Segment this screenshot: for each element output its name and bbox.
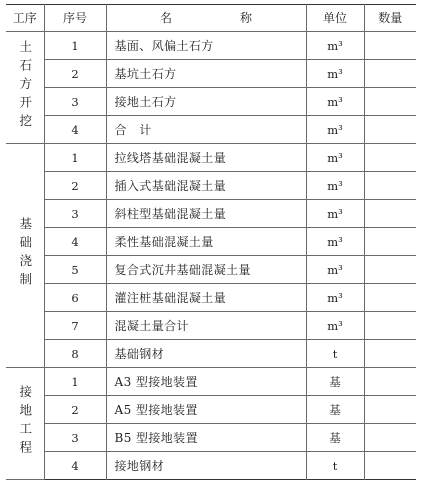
- item-quantity: [364, 116, 416, 144]
- item-name: 接地钢材: [106, 452, 306, 480]
- table-body: [6, 32, 416, 480]
- header-name: 名 称: [106, 5, 306, 32]
- item-unit: m³: [306, 312, 364, 340]
- process-cell: [6, 32, 44, 144]
- item-name: 插入式基础混凝土量: [106, 172, 306, 200]
- row-number: 5: [44, 256, 106, 284]
- item-quantity: [364, 200, 416, 228]
- item-quantity: [364, 228, 416, 256]
- item-name: 斜柱型基础混凝土量: [106, 200, 306, 228]
- table-row: [6, 228, 416, 256]
- item-quantity: [364, 172, 416, 200]
- row-number: 2: [44, 396, 106, 424]
- item-quantity: [364, 284, 416, 312]
- item-name: 拉线塔基础混凝土量: [106, 144, 306, 172]
- item-name: A5 型接地装置: [106, 396, 306, 424]
- item-name: 基坑土石方: [106, 60, 306, 88]
- row-number: 3: [44, 88, 106, 116]
- item-name: 柔性基础混凝土量: [106, 228, 306, 256]
- table-row: [6, 340, 416, 368]
- item-unit: 基: [306, 424, 364, 452]
- process-label: 土石方开挖: [17, 39, 33, 133]
- row-number: 1: [44, 368, 106, 396]
- table-row: [6, 32, 416, 60]
- row-number: 3: [44, 200, 106, 228]
- item-name: 基面、风偏土石方: [106, 32, 306, 60]
- item-quantity: [364, 452, 416, 480]
- item-name: B5 型接地装置: [106, 424, 306, 452]
- table-row: [6, 200, 416, 228]
- header-row: [6, 5, 416, 32]
- row-number: 4: [44, 228, 106, 256]
- header-no: 序号: [44, 5, 106, 32]
- table-row: [6, 368, 416, 396]
- table-row: [6, 88, 416, 116]
- item-quantity: [364, 312, 416, 340]
- process-label: 接地工程: [17, 385, 33, 459]
- row-number: 3: [44, 424, 106, 452]
- row-number: 1: [44, 32, 106, 60]
- row-number: 2: [44, 60, 106, 88]
- item-name: 接地土石方: [106, 88, 306, 116]
- item-name: 复合式沉井基础混凝土量: [106, 256, 306, 284]
- item-quantity: [364, 340, 416, 368]
- table-row: [6, 312, 416, 340]
- process-label: 基础浇制: [17, 217, 33, 291]
- item-quantity: [364, 32, 416, 60]
- table-row: [6, 116, 416, 144]
- item-unit: m³: [306, 256, 364, 284]
- item-unit: t: [306, 340, 364, 368]
- item-unit: m³: [306, 200, 364, 228]
- item-quantity: [364, 144, 416, 172]
- table-row: [6, 424, 416, 452]
- item-unit: 基: [306, 368, 364, 396]
- item-quantity: [364, 60, 416, 88]
- table-row: [6, 144, 416, 172]
- item-unit: t: [306, 452, 364, 480]
- row-number: 2: [44, 172, 106, 200]
- item-quantity: [364, 396, 416, 424]
- table-row: [6, 256, 416, 284]
- process-cell: [6, 368, 44, 480]
- item-unit: m³: [306, 172, 364, 200]
- item-quantity: [364, 424, 416, 452]
- item-name: 基础钢材: [106, 340, 306, 368]
- item-unit: m³: [306, 32, 364, 60]
- table-row: [6, 452, 416, 480]
- header-unit: 单位: [306, 5, 364, 32]
- table-row: [6, 396, 416, 424]
- item-unit: m³: [306, 284, 364, 312]
- item-unit: 基: [306, 396, 364, 424]
- row-number: 1: [44, 144, 106, 172]
- quantity-table: [6, 4, 416, 480]
- header-process: 工序: [6, 5, 44, 32]
- row-number: 8: [44, 340, 106, 368]
- table-row: [6, 172, 416, 200]
- item-name: 合 计: [106, 116, 306, 144]
- item-quantity: [364, 88, 416, 116]
- item-name: 灌注桩基础混凝土量: [106, 284, 306, 312]
- table-row: [6, 60, 416, 88]
- table-row: [6, 284, 416, 312]
- header-qty: 数量: [364, 5, 416, 32]
- item-unit: m³: [306, 88, 364, 116]
- row-number: 4: [44, 452, 106, 480]
- item-quantity: [364, 368, 416, 396]
- row-number: 6: [44, 284, 106, 312]
- row-number: 7: [44, 312, 106, 340]
- item-unit: m³: [306, 116, 364, 144]
- item-unit: m³: [306, 144, 364, 172]
- process-cell: [6, 144, 44, 368]
- item-unit: m³: [306, 60, 364, 88]
- item-quantity: [364, 256, 416, 284]
- row-number: 4: [44, 116, 106, 144]
- item-name: 混凝土量合计: [106, 312, 306, 340]
- item-name: A3 型接地装置: [106, 368, 306, 396]
- item-unit: m³: [306, 228, 364, 256]
